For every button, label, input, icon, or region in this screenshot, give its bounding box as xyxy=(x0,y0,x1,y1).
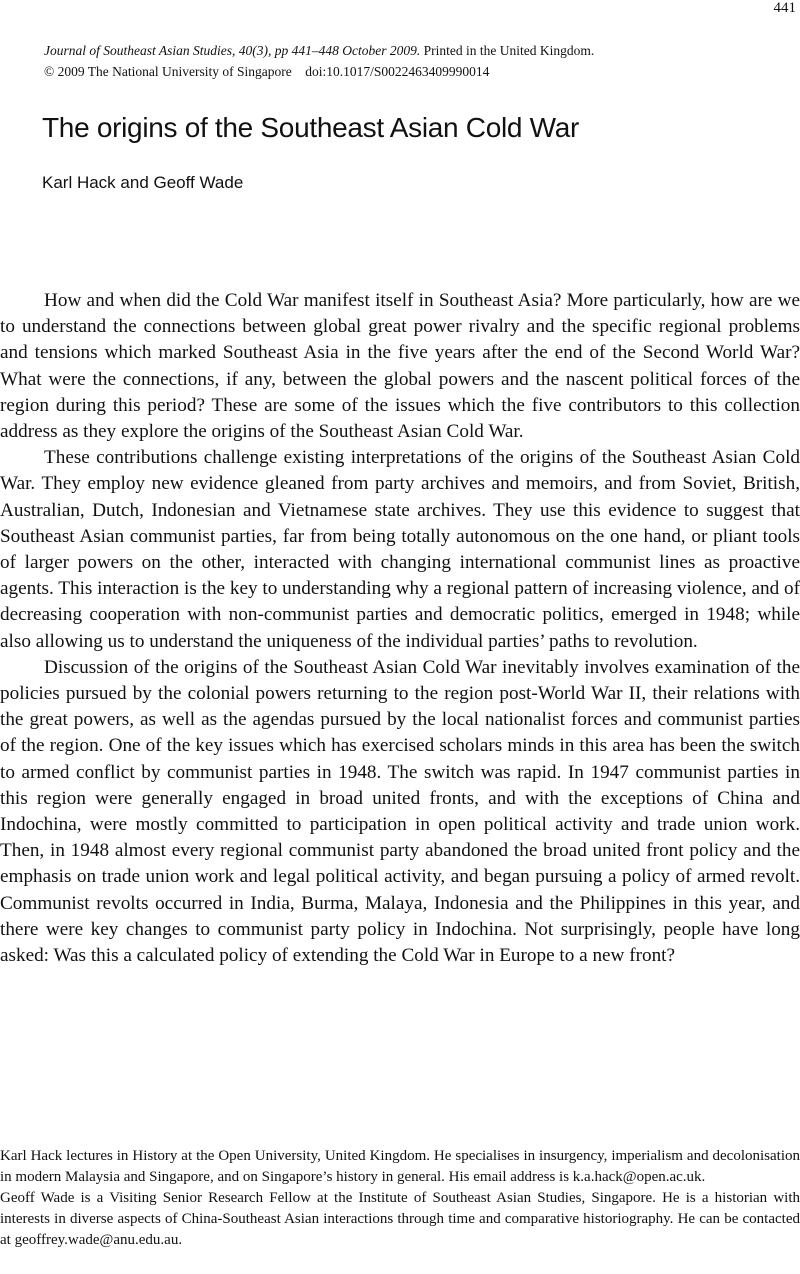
article-authors: Karl Hack and Geoff Wade xyxy=(42,173,244,192)
page-number: 441 xyxy=(773,0,796,16)
journal-header xyxy=(44,40,594,82)
body-paragraph: Discussion of the origins of the Southeast Asian Cold War inevitably involves examination of the policies pursued by the colonial powers returning to the region post-World War II, their relations with the great powers, as well as the agendas pursued by the local nationalist forces and communist parties of the region. One of the key issues which has exercised scholars minds in this area has been the switch to armed conflict by communist parties in 1948. The switch was rapid. In 1947 communist parties in this region were generally engaged in broad united fronts, and with the exceptions of China and Indochina, were mostly committed to participation in open political activity and trade union work. Then, in 1948 almost every regional communist party abandoned the broad united front policy and the emphasis on trade union work and legal political activity, and began pursuing a policy of armed revolt. Communist revolts occurred in India, Burma, Malaya, Indonesia and the Philippines in this year, and there were key changes to communist party policy in Indochina. Not surprisingly, people have long asked: Was this a calculated policy of extending the Cold War in Europe to a new front? xyxy=(0,656,800,967)
body-paragraph: How and when did the Cold War manifest itself in Southeast Asia? More particularly, how are we to understand the connections between global great power rivalry and the specific regional problems and tensions which marked Southeast Asia in the five years after the end of the Second World War? What were the connections, if any, between the global powers and the nascent political forces of the region during this period? These are some of the issues which the five contributors to this collection address as they explore the origins of the Southeast Asian Cold War. xyxy=(0,290,800,443)
article-title: The origins of the Southeast Asian Cold War xyxy=(42,112,580,143)
body-paragraph: These contributions challenge existing interpretations of the origins of the Southeast Asian Cold War. They employ new evidence gleaned from party archives and memoirs, and from Soviet, British, Australian, Dutch, Indonesian and Vietnamese state archives. They use this evidence to suggest that Southeast Asian communist parties, far from being totally autonomous on the one hand, or pliant tools of larger powers on the other, interacted with changing international communist lines as proactive agents. This interaction is the key to understanding why a regional pattern of increasing violence, and of decreasing cooperation with non-communist parties and democratic politics, emerged in 1948; while also allowing us to understand the uniqueness of the individual parties’ paths to revolution. xyxy=(0,447,800,652)
copyright-doi-line: © 2009 The National University of Singapore doi:10.1017/S0022463409990014 xyxy=(44,64,490,79)
journal-citation-line xyxy=(44,40,594,61)
article-body xyxy=(0,288,800,969)
author-note-wade: Geoff Wade is a Visiting Senior Research Fellow at the Institute of Southeast Asian Studies, Singapore. He is a historian with interests in diverse aspects of China-Southeast Asian interactions through time and comparative historiography. He can be contacted at geoffrey.wade@anu.edu.au. xyxy=(0,1190,800,1248)
author-notes xyxy=(0,1146,800,1251)
journal-citation: Journal of Southeast Asian Studies, 40(3), pp 441–448 October 2009. xyxy=(44,43,421,58)
author-note-hack: Karl Hack lectures in History at the Open University, United Kingdom. He specialises in insurgency, imperialism and decolonisation in modern Malaysia and Singapore, and on Singapore’s history in general. His email address is k.a.hack@open.ac.uk. xyxy=(0,1148,800,1185)
printed-note: Printed in the United Kingdom. xyxy=(423,43,595,58)
